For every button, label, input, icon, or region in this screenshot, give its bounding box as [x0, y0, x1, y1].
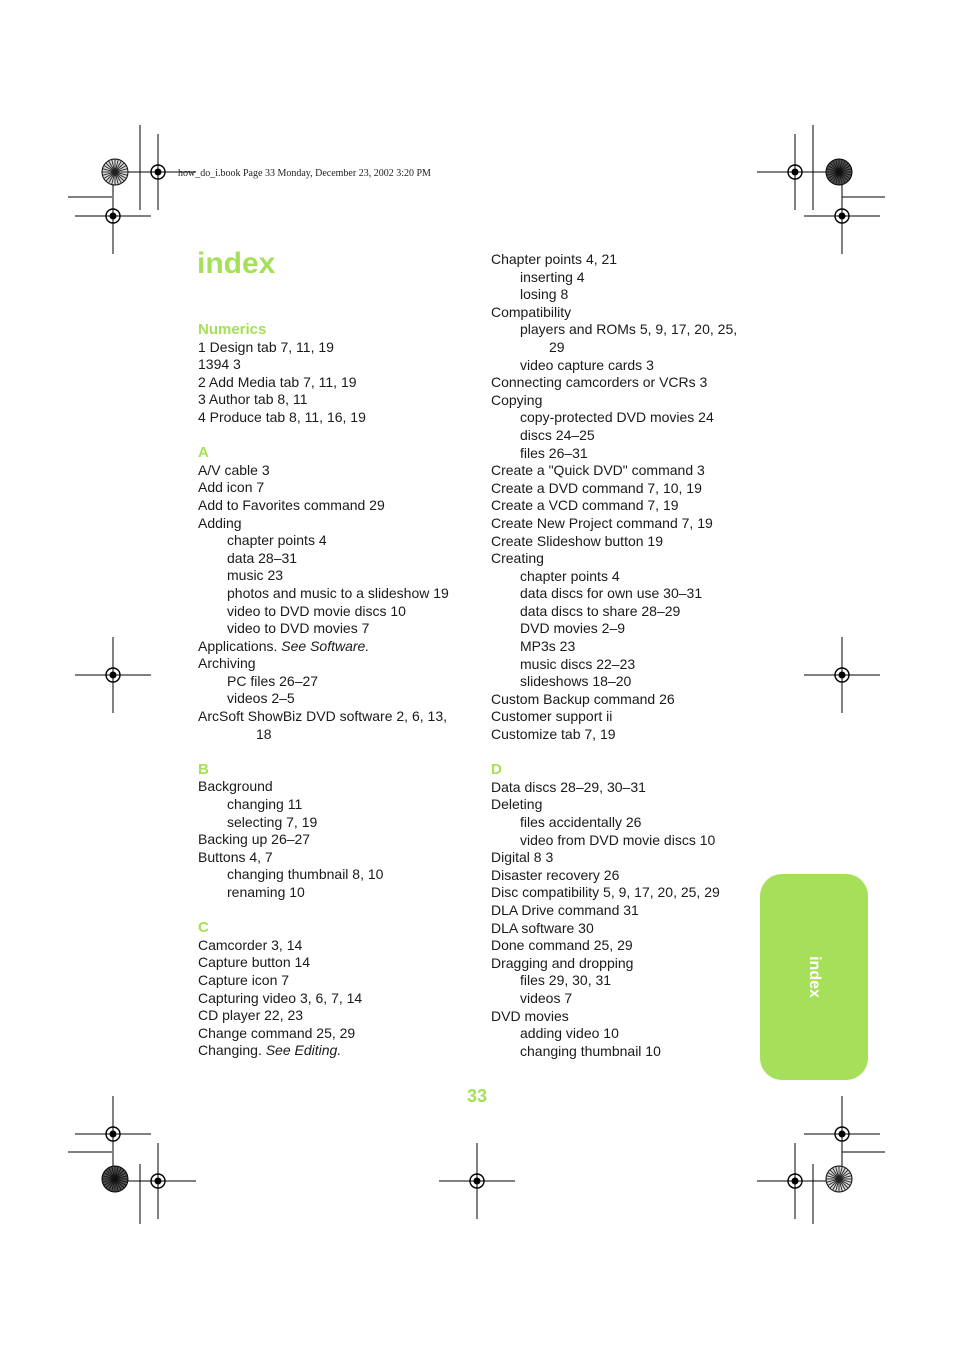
index-subentry: [491, 620, 766, 638]
entry-text: chapter points 4: [227, 532, 327, 549]
index-subentry: [491, 1025, 766, 1043]
entry-text: Customer support ii: [491, 708, 613, 725]
star-target: [102, 1166, 128, 1192]
entry-text: Digital 8 3: [491, 849, 554, 866]
star-target: [102, 159, 128, 185]
index-entry: [198, 655, 473, 673]
entry-text: 18: [256, 725, 272, 742]
entry-text: Disaster recovery 26: [491, 866, 620, 883]
entry-text: Create Slideshow button 19: [491, 532, 663, 549]
entry-text: Buttons 4, 7: [198, 848, 273, 865]
entry-text: Done command 25, 29: [491, 937, 633, 954]
entry-text: Custom Backup command 26: [491, 690, 675, 707]
entry-text: ArcSoft ShowBiz DVD software 2, 6, 13,: [198, 708, 447, 725]
entry-text: Add icon 7: [198, 479, 265, 496]
index-subentry: [491, 286, 766, 304]
index-subentry: [491, 427, 766, 445]
entry-text: Capture icon 7: [198, 971, 290, 988]
entry-text: Connecting camcorders or VCRs 3: [491, 374, 708, 391]
index-entry: [491, 374, 766, 392]
index-subentry: [491, 445, 766, 463]
entry-text: Add to Favorites command 29: [198, 496, 385, 513]
entry-text: data discs for own use 30–31: [520, 585, 703, 602]
index-entry: [491, 1008, 766, 1026]
index-entry: [198, 391, 473, 409]
entry-text: Backing up 26–27: [198, 831, 311, 848]
entry-text: music discs 22–23: [520, 655, 636, 672]
index-subentry: [198, 532, 473, 550]
entry-text: Camcorder 3, 14: [198, 936, 303, 953]
entry-text: A/V cable 3: [198, 461, 270, 478]
index-subentry: [198, 567, 473, 585]
index-subentry: [491, 357, 766, 375]
entry-text: DLA Drive command 31: [491, 901, 639, 918]
index-section-heading: C: [198, 919, 209, 937]
index-section-heading: B: [198, 760, 209, 778]
index-entry: [491, 251, 766, 269]
entry-text: chapter points 4: [520, 567, 620, 584]
index-entry: [491, 884, 766, 902]
entry-text: adding video 10: [520, 1025, 619, 1042]
entry-text: Create New Project command 7, 19: [491, 514, 713, 531]
index-entry: [491, 462, 766, 480]
index-entry: [491, 392, 766, 410]
index-entry: [491, 867, 766, 885]
entry-text: 1394 3: [198, 356, 241, 373]
registration-target: [757, 134, 833, 210]
index-subentry: [491, 321, 766, 339]
entry-text: Dragging and dropping: [491, 954, 634, 971]
registration-target: [804, 637, 880, 713]
index-section-heading: A: [198, 444, 209, 462]
index-entry: [198, 356, 473, 374]
entry-text: PC files 26–27: [227, 672, 319, 689]
entry-text: music 23: [227, 567, 284, 584]
entry-text: Capturing video 3, 6, 7, 14: [198, 989, 363, 1006]
index-entry: [198, 972, 473, 990]
section-gap: [198, 743, 473, 761]
index-entry: [198, 374, 473, 392]
index-subentry: [198, 585, 473, 603]
index-entry-continuation: [491, 339, 766, 357]
index-entry: [198, 497, 473, 515]
entry-text: losing 8: [520, 286, 569, 303]
entry-text: selecting 7, 19: [227, 813, 318, 830]
entry-text: Change command 25, 29: [198, 1024, 356, 1041]
index-entry-continuation: [198, 726, 473, 744]
entry-text: videos 7: [520, 989, 573, 1006]
entry-text: Capture button 14: [198, 954, 311, 971]
registration-target: [120, 1143, 196, 1219]
section-gap: [491, 744, 766, 762]
index-subentry: [491, 972, 766, 990]
index-entry: [491, 480, 766, 498]
entry-text: Background: [198, 778, 273, 795]
index-entry: [491, 497, 766, 515]
index-entry: [198, 778, 473, 796]
entry-text: Create a VCD command 7, 19: [491, 497, 679, 514]
entry-text: 29: [549, 338, 565, 355]
index-entry: [198, 849, 473, 867]
index-subentry: [491, 1043, 766, 1061]
star-target: [826, 1166, 852, 1192]
see-reference: See Editing.: [265, 1042, 342, 1059]
section-tab-label: index: [806, 956, 823, 998]
entry-text: 3 Author tab 8, 11: [198, 391, 308, 408]
index-subentry: [491, 990, 766, 1008]
entry-text: Archiving: [198, 655, 256, 672]
entry-text: data discs to share 28–29: [520, 602, 681, 619]
page-number: 33: [466, 1086, 488, 1106]
entry-text: slideshows 18–20: [520, 673, 632, 690]
registration-target: [75, 1096, 151, 1172]
index-entry: [198, 937, 473, 955]
index-entry: [491, 550, 766, 568]
index-entry: [198, 479, 473, 497]
entry-text: Create a DVD command 7, 10, 19: [491, 479, 702, 496]
index-entry: [491, 726, 766, 744]
registration-target: [439, 1143, 515, 1219]
entry-text: Disc compatibility 5, 9, 17, 20, 25, 29: [491, 884, 720, 901]
index-entry: [198, 954, 473, 972]
entry-text: 1 Design tab 7, 11, 19: [198, 338, 334, 355]
entry-text: photos and music to a slideshow 19: [227, 584, 449, 601]
index-entry: [491, 533, 766, 551]
index-entry: [491, 796, 766, 814]
index-entry: [491, 920, 766, 938]
index-subentry: [198, 603, 473, 621]
entry-text: Applications.: [198, 637, 278, 654]
entry-text: Creating: [491, 550, 544, 567]
entry-text: video to DVD movie discs 10: [227, 602, 406, 619]
registration-target: [804, 178, 880, 254]
index-subentry: [198, 620, 473, 638]
entry-text: inserting 4: [520, 268, 585, 285]
section-gap: [198, 427, 473, 445]
index-entry: [491, 691, 766, 709]
entry-text: DLA software 30: [491, 919, 594, 936]
entry-text: 4 Produce tab 8, 11, 16, 19: [198, 408, 366, 425]
index-subentry: [198, 550, 473, 568]
entry-text: MP3s 23: [520, 638, 576, 655]
index-subentry: [198, 673, 473, 691]
entry-text: files 26–31: [520, 444, 588, 461]
entry-text: changing thumbnail 8, 10: [227, 866, 384, 883]
registration-target: [757, 1143, 833, 1219]
entry-text: videos 2–5: [227, 690, 295, 707]
index-entry: [198, 638, 473, 656]
index-subentry: [491, 409, 766, 427]
registration-target: [804, 1096, 880, 1172]
entry-text: data 28–31: [227, 549, 298, 566]
index-subentry: [491, 673, 766, 691]
entry-text: renaming 10: [227, 884, 305, 900]
index-entry: [198, 831, 473, 849]
index-entry: [198, 990, 473, 1008]
entry-text: 2 Add Media tab 7, 11, 19: [198, 373, 357, 390]
index-entry: [491, 937, 766, 955]
index-subentry: [198, 814, 473, 832]
index-subentry: [491, 814, 766, 832]
index-subentry: [198, 796, 473, 814]
index-entry: [198, 1042, 473, 1060]
index-entry: [491, 304, 766, 322]
entry-text: Chapter points 4, 21: [491, 251, 618, 267]
index-subentry: [198, 866, 473, 884]
index-subentry: [491, 585, 766, 603]
index-entry: [198, 409, 473, 427]
entry-text: files accidentally 26: [520, 814, 642, 830]
entry-text: Adding: [198, 514, 242, 531]
index-entry: [198, 462, 473, 480]
index-subentry: [491, 269, 766, 287]
entry-text: Deleting: [491, 796, 543, 813]
page-title: index: [197, 247, 276, 280]
index-column-left: [198, 321, 473, 1060]
section-tab: [760, 874, 868, 1080]
entry-text: DVD movies 2–9: [520, 620, 626, 637]
entry-text: files 29, 30, 31: [520, 972, 612, 989]
index-subentry: [491, 568, 766, 586]
see-reference: See Software.: [281, 637, 370, 654]
index-entry: [198, 1007, 473, 1025]
entry-text: Data discs 28–29, 30–31: [491, 778, 646, 795]
index-subentry: [491, 656, 766, 674]
entry-text: video capture cards 3: [520, 356, 654, 373]
entry-text: Customize tab 7, 19: [491, 726, 616, 743]
index-entry: [198, 1025, 473, 1043]
entry-text: copy-protected DVD movies 24: [520, 409, 714, 426]
index-entry: [491, 955, 766, 973]
index-subentry: [198, 690, 473, 708]
entry-text: DVD movies: [491, 1007, 569, 1024]
index-entry: [491, 902, 766, 920]
index-entry: [491, 515, 766, 533]
entry-text: players and ROMs 5, 9, 17, 20, 25,: [520, 321, 738, 338]
index-subentry: [198, 884, 473, 902]
entry-text: Copying: [491, 391, 543, 408]
star-target: [826, 159, 852, 185]
index-entry: [198, 339, 473, 357]
index-entry: [198, 515, 473, 533]
index-entry: [491, 708, 766, 726]
print-slug-line: how_do_i.book Page 33 Monday, December 23, 2002 3:20 PM: [178, 168, 431, 179]
registration-target: [75, 637, 151, 713]
entry-text: changing 11: [227, 796, 303, 813]
entry-text: video from DVD movie discs 10: [520, 831, 716, 848]
entry-text: Create a "Quick DVD" command 3: [491, 462, 705, 479]
index-entry: [198, 708, 473, 726]
entry-text: video to DVD movies 7: [227, 620, 370, 637]
entry-text: CD player 22, 23: [198, 1007, 304, 1024]
entry-text: discs 24–25: [520, 426, 595, 443]
index-section-heading: D: [491, 761, 502, 779]
entry-text: Changing.: [198, 1042, 262, 1059]
entry-text: changing thumbnail 10: [520, 1042, 661, 1059]
index-column-right: [491, 251, 766, 1060]
index-subentry: [491, 603, 766, 621]
index-entry: [491, 779, 766, 797]
index-subentry: [491, 832, 766, 850]
index-subentry: [491, 638, 766, 656]
section-gap: [198, 902, 473, 920]
entry-text: Compatibility: [491, 303, 572, 320]
index-section-heading: Numerics: [198, 321, 267, 338]
index-entry: [491, 849, 766, 867]
